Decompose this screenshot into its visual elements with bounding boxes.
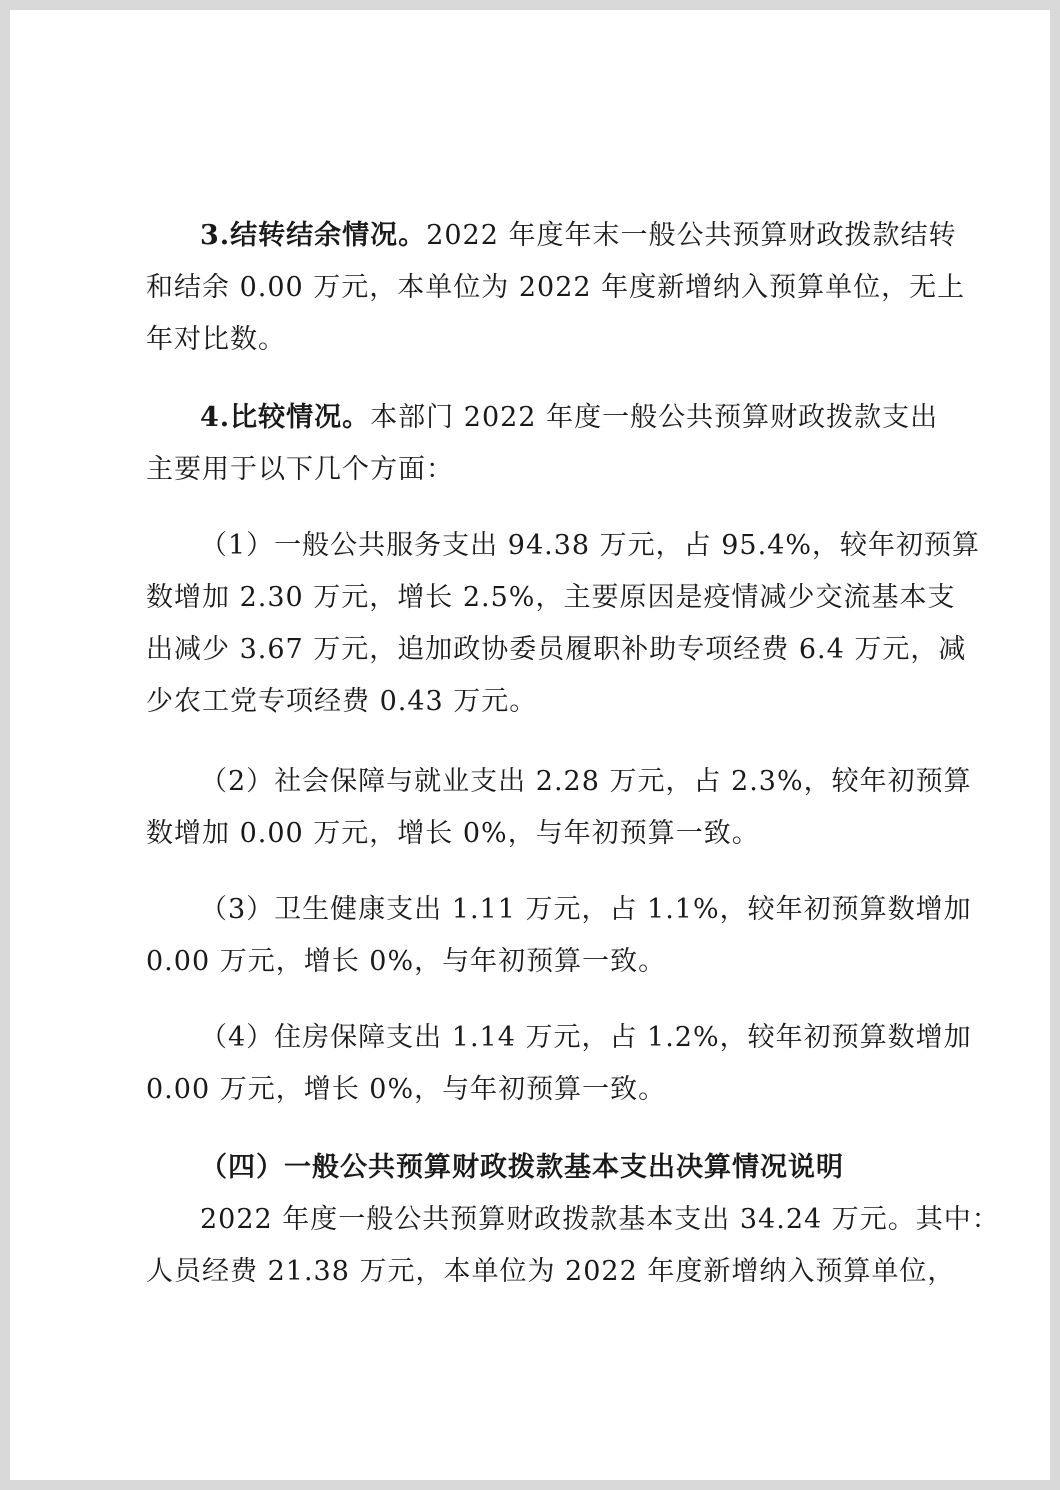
basic-expenditure-line-1: 2022 年度一般公共预算财政拨款基本支出 34.24 万元。其中： [200, 1204, 1000, 1235]
comparison-line-1 [10, 398, 1060, 438]
item-1-line-3: 出减少 3.67 万元，追加政协委员履职补助专项经费 6.4 万元，减 [146, 634, 967, 665]
carryover-heading: 3.结转结余情况。 [200, 220, 427, 251]
comparison-heading: 4.比较情况。 [200, 402, 371, 433]
item-4-line-1: （4）住房保障支出 1.14 万元，占 1.2%，较年初预算数增加 [200, 1022, 972, 1053]
basic-expenditure-heading: （四）一般公共预算财政拨款基本支出决算情况说明 [200, 1152, 844, 1183]
comparison-line-2: 主要用于以下几个方面： [146, 454, 454, 485]
item-1-line-4: 少农工党专项经费 0.43 万元。 [146, 686, 538, 717]
comparison-text: 本部门 2022 年度一般公共预算财政拨款支出 [370, 402, 939, 433]
carryover-text: 2022 年度年末一般公共预算财政拨款结转 [426, 220, 957, 251]
item-3-line-1: （3）卫生健康支出 1.11 万元，占 1.1%，较年初预算数增加 [200, 894, 972, 925]
item-2-line-2: 数增加 0.00 万元，增长 0%，与年初预算一致。 [146, 818, 760, 849]
item-4-line-2: 0.00 万元，增长 0%，与年初预算一致。 [146, 1074, 667, 1105]
basic-expenditure-line-2: 人员经费 21.38 万元，本单位为 2022 年度新增纳入预算单位， [146, 1256, 956, 1287]
document-page [10, 10, 1050, 1480]
carryover-line-2: 和结余 0.00 万元，本单位为 2022 年度新增纳入预算单位，无上 [146, 272, 966, 303]
item-2-line-1: （2）社会保障与就业支出 2.28 万元，占 2.3%，较年初预算 [200, 766, 972, 797]
carryover-line-1 [10, 216, 1060, 256]
item-1-line-1: （1）一般公共服务支出 94.38 万元，占 95.4%，较年初预算 [200, 530, 980, 561]
carryover-line-3: 年对比数。 [146, 324, 286, 355]
item-1-line-2: 数增加 2.30 万元，增长 2.5%，主要原因是疫情减少交流基本支 [146, 582, 956, 613]
item-3-line-2: 0.00 万元，增长 0%，与年初预算一致。 [146, 946, 667, 977]
